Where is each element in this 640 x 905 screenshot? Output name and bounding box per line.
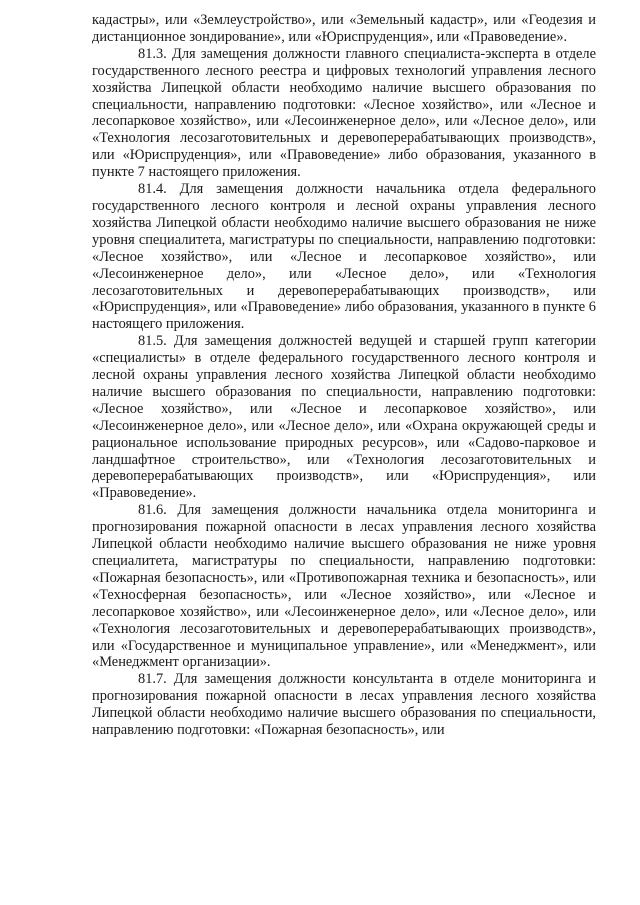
paragraph-81-3: 81.3. Для замещения должности главного специалиста-эксперта в отделе государственного лесного реестра и цифровых технологий управления лесного хозяйства Липецкой области необходимо наличие высшего образования по специальности, направлению подготовки: «Лесное хозяйство», или «Лесное и лесопарковое хозяйство», или «Лесоинженерное дело», или «Лесное дело», или «Технология лесозаготовительных и деревоперерабатывающих производств», или «Юриспруденция», или «Правоведение» либо образования, указанного в пункте 7 настоящего приложения.	[92, 45, 596, 181]
paragraph-81-6: 81.6. Для замещения должности начальника отдела мониторинга и прогнозирования пожарной опасности в лесах управления лесного хозяйства Липецкой области необходимо наличие высшего образования не ниже уровня специалитета, магистратуры по специальности, направлению подготовки: «Пожарная безопасность», или «Противопожарная техника и безопасность», или «Техносферная безопасность», или «Лесное хозяйство», или «Лесное и лесопарковое хозяйство», или «Лесоинженерное дело», или «Лесное дело», или «Технология лесозаготовительных и деревоперерабатывающих производств», или «Государственное и муниципальное управление», или «Менеджмент», или «Менеджмент организации».	[92, 502, 596, 671]
document-body	[92, 12, 596, 739]
paragraph-81-5: 81.5. Для замещения должностей ведущей и старшей групп категории «специалисты» в отделе федерального государственного лесного контроля и лесной охраны управления лесного хозяйства Липецкой области необходимо наличие высшего образования по специальности, направлению подготовки: «Лесное хозяйство», или «Лесное и лесопарковое хозяйство», или «Лесоинженерное дело», или «Лесное дело», или «Охрана окружающей среды и рациональное использование природных ресурсов», или «Садово-парковое и ландшафтное строительство», или «Технология лесозаготовительных и деревоперерабатывающих производств», или «Юриспруденция», или «Правоведение».	[92, 333, 596, 502]
paragraph-81-4: 81.4. Для замещения должности начальника отдела федерального государственного лесного контроля и лесной охраны управления лесного хозяйства Липецкой области необходимо наличие высшего образования не ниже уровня специалитета, магистратуры по специальности, направлению подготовки: «Лесное хозяйство», или «Лесное и лесопарковое хозяйство», или «Лесоинженерное дело», или «Лесное дело», или «Технология лесозаготовительных и деревоперерабатывающих производств», или «Юриспруденция», или «Правоведение» либо образования, указанного в пункте 6 настоящего приложения.	[92, 181, 596, 333]
paragraph-81-7: 81.7. Для замещения должности консультанта в отделе мониторинга и прогнозирования пожарной опасности в лесах управления лесного хозяйства Липецкой области необходимо наличие высшего образования по специальности, направлению подготовки: «Пожарная безопасность», или	[92, 671, 596, 739]
paragraph-continuation: кадастры», или «Землеустройство», или «Земельный кадастр», или «Геодезия и дистанционное зондирование», или «Юриспруденция», или «Правоведение».	[92, 12, 596, 45]
